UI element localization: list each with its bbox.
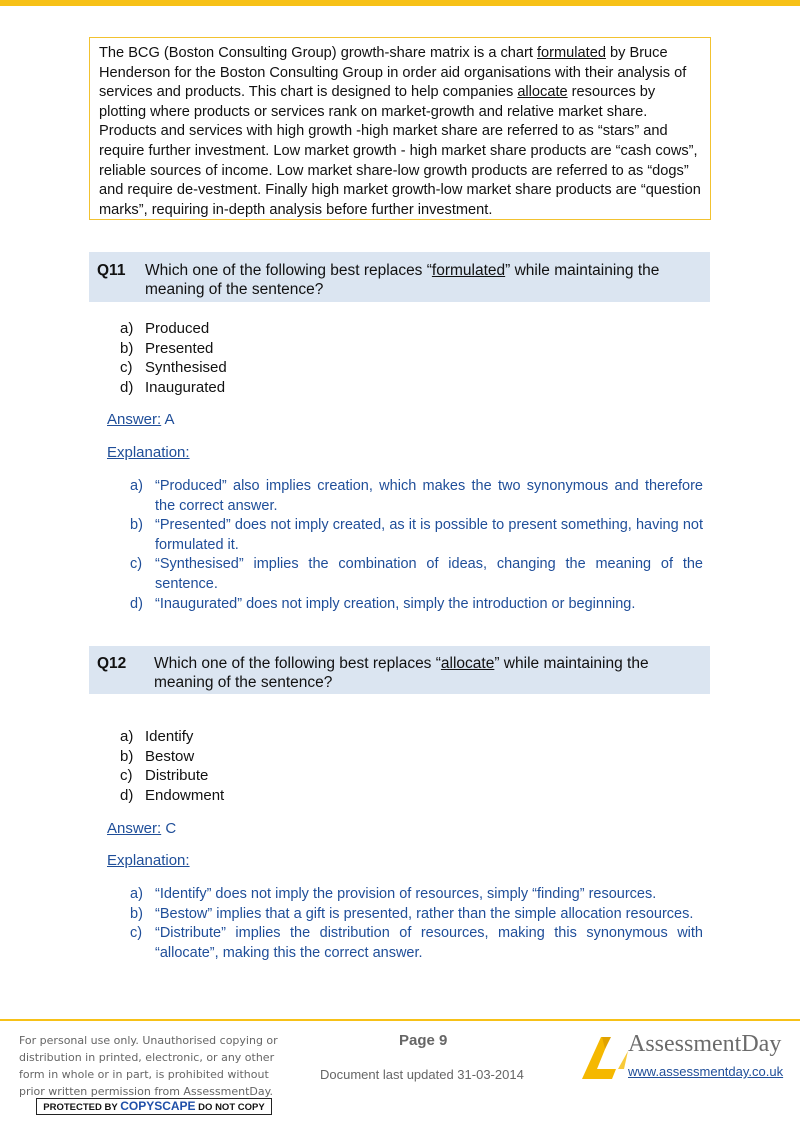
option-b: b) Presented — [120, 339, 214, 357]
question-number: Q12 — [97, 655, 127, 672]
option-c: c) Distribute — [120, 767, 209, 785]
q11-options — [120, 319, 227, 397]
footer-disclaimer: For personal use only. Unauthorised copying or distribution in printed, electronic, or any other form in whole or in part, is prohibited without prior written permission from AssessmentDay. — [19, 1034, 278, 1098]
option-b: b) Bestow — [120, 747, 195, 765]
question-11-bar — [89, 252, 710, 302]
passage-word-allocate: allocate — [517, 84, 568, 101]
q11-answer: Answer: A — [107, 411, 175, 428]
assessmentday-logo-icon — [578, 1029, 630, 1081]
option-c: c) Synthesised — [120, 359, 227, 377]
q12-explanations — [130, 885, 703, 963]
q12-explanation-label: Explanation: — [107, 852, 190, 869]
brand-url-link[interactable]: www.assessmentday.co.uk — [628, 1064, 784, 1079]
question-keyword: allocate — [440, 655, 495, 672]
passage-text-2: by Bruce Henderson for the Boston Consulting Group in order aid organisations with their analysis of services and products. This chart is designed to help companies — [99, 45, 687, 101]
explanation-c: c) “Synthesised” implies the combination of ideas, changing the meaning of the sentence. — [130, 556, 703, 592]
explanation-c: c) “Distribute” implies the distribution of resources, making this synonymous with “allocate”, making this the correct answer. — [130, 925, 703, 961]
q11-explanation-label: Explanation: — [107, 444, 190, 461]
brand-name: AssessmentDay — [628, 1031, 782, 1057]
page-number: Page 9 — [399, 1032, 448, 1049]
question-text: Which one of the following best replaces “allocate” while maintaining the meaning of the sentence? — [154, 655, 649, 691]
passage-text-1: The BCG (Boston Consulting Group) growth-share matrix is a chart — [99, 45, 537, 61]
question-12-bar — [89, 646, 710, 694]
option-d: d) Endowment — [120, 786, 225, 804]
option-a: a) Identify — [120, 728, 194, 745]
top-accent-bar — [0, 0, 800, 6]
option-a: a) Produced — [120, 320, 210, 337]
q11-explanations — [130, 477, 703, 614]
question-text: Which one of the following best replaces “formulated” while maintaining the meaning of the sentence? — [145, 262, 660, 298]
option-d: d) Inaugurated — [120, 378, 226, 396]
passage-box — [89, 37, 711, 220]
explanation-b: b) “Bestow” implies that a gift is presented, rather than the simple allocation resources. — [130, 905, 694, 922]
passage-text-3: resources by plotting where products or services rank on market-growth and relative market share. Products and services with high growth -high market share are referred to as “stars” and require further investment. Low market growth - high market share products are “cash cows”, reliable sources of income. Low market share-low growth products are referred to as “dogs” and require de-vestment. Finally high market growth-low market share products are “question marks”, requiring in-depth analysis before further investment. — [99, 84, 701, 218]
last-updated: Document last updated 31-03-2014 — [320, 1067, 524, 1082]
explanation-a: a) “Identify” does not imply the provision of resources, simply “finding” resources. — [130, 886, 657, 902]
explanation-b: b) “Presented” does not imply created, as it is possible to present something, having not formulated it. — [130, 517, 703, 553]
passage-word-formulated: formulated — [536, 45, 606, 61]
copyscape-badge: PROTECTED BY COPYSCAPE DO NOT COPY — [36, 1098, 272, 1115]
question-keyword: formulated — [431, 262, 506, 279]
explanation-a: a) “Produced” also implies creation, which makes the two synonymous and therefore the correct answer. — [130, 478, 703, 514]
q12-options — [120, 727, 224, 805]
question-number: Q11 — [97, 262, 126, 279]
q12-answer: Answer: C — [107, 820, 177, 837]
explanation-d: d) “Inaugurated” does not imply creation, simply the introduction or beginning. — [130, 595, 636, 612]
footer-divider — [0, 1019, 800, 1021]
